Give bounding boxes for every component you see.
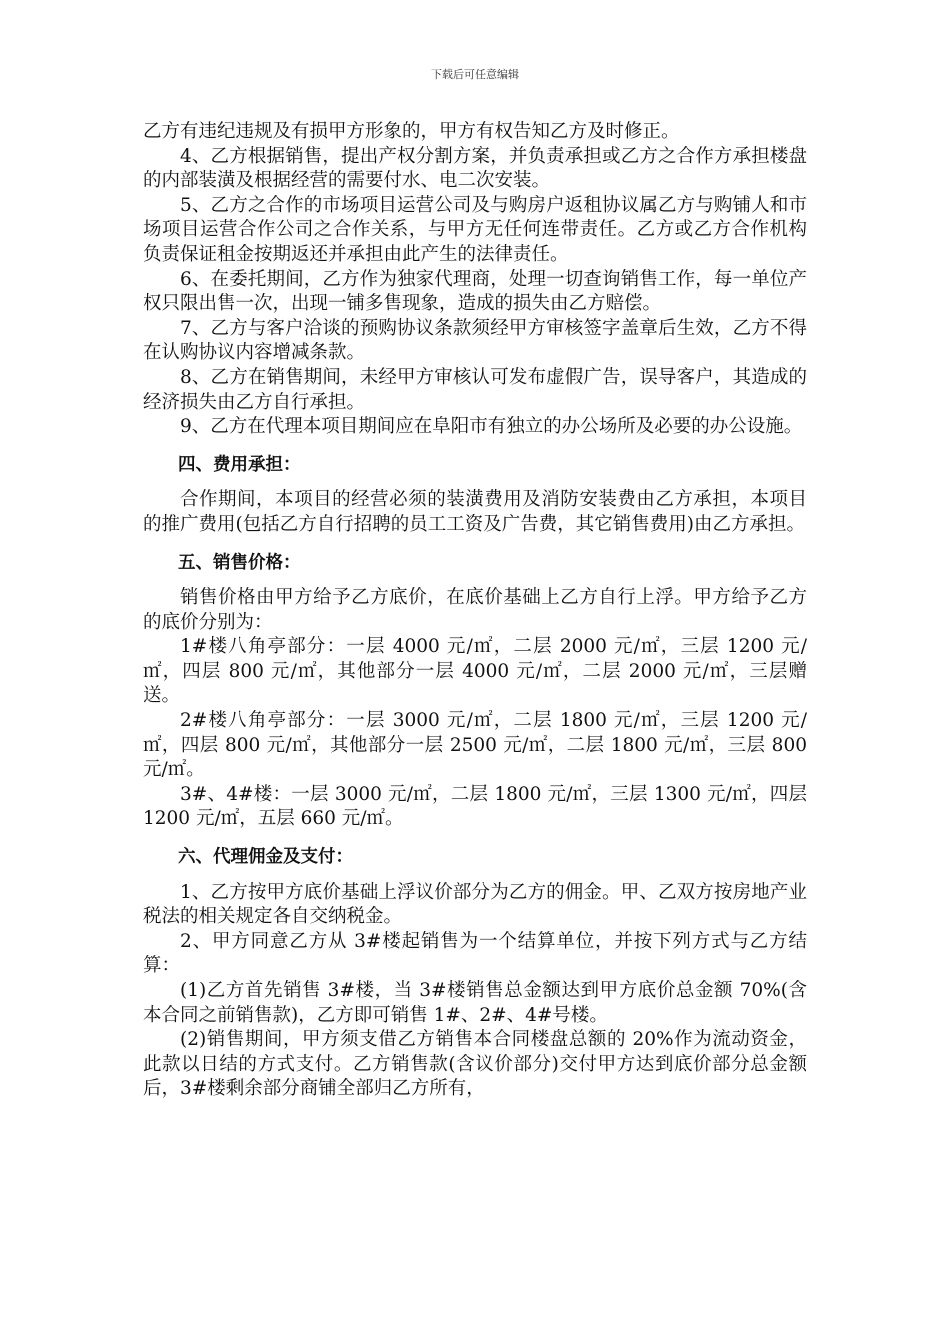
commission-clause-1: 1、乙方按甲方底价基础上浮议价部分为乙方的佣金。甲、乙双方按房地产业税法的相关规定各自交纳税金。: [143, 881, 807, 928]
page-header-note: 下载后可任意编辑: [431, 68, 519, 81]
paragraph-continued: 乙方有违纪违规及有损甲方形象的，甲方有权告知乙方及时修正。: [143, 121, 680, 142]
clause-4: 4、乙方根据销售，提出产权分割方案，并负责承担或乙方之合作方承担楼盘的内部装潢及根据经营的需要付水、电二次安装。: [143, 145, 807, 192]
commission-subclause-2: (2)销售期间，甲方须支借乙方销售本合同楼盘总额的 20%作为流动资金，此款以日结的方式支付。乙方销售款(含议价部分)交付甲方达到底价部分总金额后，3#楼剩余部分商铺全部归乙方所有，: [143, 1029, 807, 1100]
section-heading-commission: 六、代理佣金及支付：: [178, 847, 353, 868]
section-heading-price: 五、销售价格：: [178, 552, 301, 573]
commission-clause-2: 2、甲方同意乙方从 3#楼起销售为一个结算单位，并按下列方式与乙方结算：: [143, 930, 807, 977]
commission-subclause-1: (1)乙方首先销售 3#楼，当 3#楼销售总金额达到甲方底价总金额 70%(含本合同之前销售款)，乙方即可销售 1#、2#、4#号楼。: [143, 980, 807, 1026]
price-building-1: 1#楼八角亭部分：一层 4000 元/㎡，二层 2000 元/㎡，三层 1200 元/㎡，四层 800 元/㎡，其他部分一层 4000 元/㎡，二层 2000 元/㎡，三层赠送。: [143, 636, 807, 707]
clause-9: 9、乙方在代理本项目期间应在阜阳市有独立的办公场所及必要的办公设施。: [180, 416, 803, 438]
price-intro: 销售价格由甲方给予乙方底价，在底价基础上乙方自行上浮。甲方给予乙方的底价分别为：: [143, 587, 807, 633]
clause-7: 7、乙方与客户洽谈的预购协议条款须经甲方审核签字盖章后生效，乙方不得在认购协议内容增减条款。: [143, 317, 807, 364]
clause-5: 5、乙方之合作的市场项目运营公司及与购房户返租协议属乙方与购铺人和市场项目运营合作公司之合作关系，与甲方无任何连带责任。乙方或乙方合作机构负责保证租金按期返还并承担由此产生的法律责任。: [143, 194, 807, 265]
clause-8: 8、乙方在销售期间，未经甲方审核认可发布虚假广告，误导客户，其造成的经济损失由乙方自行承担。: [143, 366, 807, 413]
expenses-paragraph: 合作期间，本项目的经营必须的装潢费用及消防安装费由乙方承担，本项目的推广费用(包括乙方自行招聘的员工工资及广告费，其它销售费用)由乙方承担。: [143, 489, 807, 535]
document-body: [143, 120, 807, 1102]
clause-6: 6、在委托期间，乙方作为独家代理商，处理一切查询销售工作，每一单位产权只限出售一次，出现一铺多售现象，造成的损失由乙方赔偿。: [143, 268, 807, 315]
price-building-2: 2#楼八角亭部分：一层 3000 元/㎡，二层 1800 元/㎡，三层 1200 元/㎡，四层 800 元/㎡，其他部分一层 2500 元/㎡，二层 1800 元/㎡，三层 800 元/㎡。: [143, 710, 807, 781]
price-building-3-4: 3#、4#楼：一层 3000 元/㎡，二层 1800 元/㎡，三层 1300 元/㎡，四层 1200 元/㎡，五层 660 元/㎡。: [143, 783, 807, 830]
section-heading-expenses: 四、费用承担：: [178, 454, 301, 475]
